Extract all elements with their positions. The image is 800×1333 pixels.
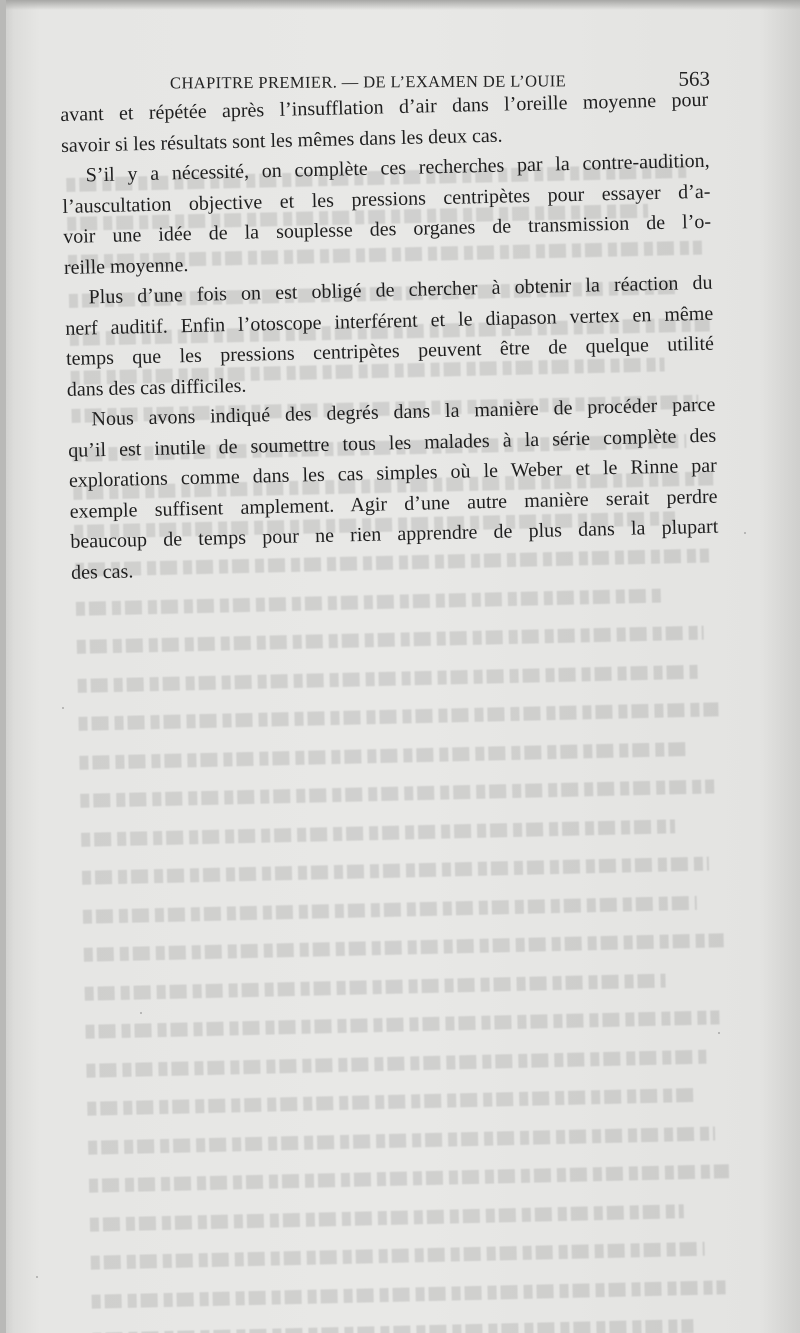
chapter-title: CHAPITRE PREMIER. — DE L’EXAMEN DE L’OUIE xyxy=(169,71,567,93)
text-line: S’il y a nécessité, on complète ces recherches par la contre-audition, xyxy=(85,149,710,187)
text-line: nerf auditif. Enfin l’otoscope interférent et le diapason vertex en même xyxy=(65,302,714,340)
text-line: voir une idée de la souplesse des organes de transmission de l’o- xyxy=(62,210,712,248)
text-line: Plus d’une fois on est obligé de chercher à obtenir la réaction du xyxy=(88,271,713,309)
text-line: avant et répétée après l’insufflation d’air dans l’oreille moyenne pour xyxy=(60,88,709,126)
paper-speck xyxy=(62,707,64,709)
text-line: dans des cas difficiles. xyxy=(66,374,247,401)
paper-speck xyxy=(718,1032,720,1034)
text-line: savoir si les résultats sont les mêmes dans les deux cas. xyxy=(60,124,503,157)
text-line: qu’il est inutile de soumettre tous les malades à la série complète des xyxy=(67,424,717,462)
page-left-edge xyxy=(0,0,6,1333)
text-line: beaucoup de temps pour ne rien apprendre de plus dans la plupart xyxy=(70,515,719,553)
text-line: reille moyenne. xyxy=(63,253,189,279)
page-top-shadow xyxy=(0,0,800,10)
paper-speck xyxy=(140,1012,142,1014)
paper-speck xyxy=(36,1276,38,1278)
text-line: l’auscultation objective et les pressions centripètes pour essayer d’a- xyxy=(62,180,711,218)
text-line: des cas. xyxy=(70,559,134,584)
text-line: Nous avons indiqué des degrés dans la manière de procéder parce xyxy=(91,393,716,431)
text-line: explorations comme dans les cas simples où le Weber et le Rinne par xyxy=(68,454,718,492)
paper-speck xyxy=(744,532,746,534)
text-line: temps que les pressions centripètes peuvent être de quelque utilité xyxy=(65,332,715,370)
page-number: 563 xyxy=(678,66,711,91)
text-line: exemple suffisent amplement. Agir d’une autre manière serait perdre xyxy=(69,485,718,523)
body-text xyxy=(60,85,719,588)
